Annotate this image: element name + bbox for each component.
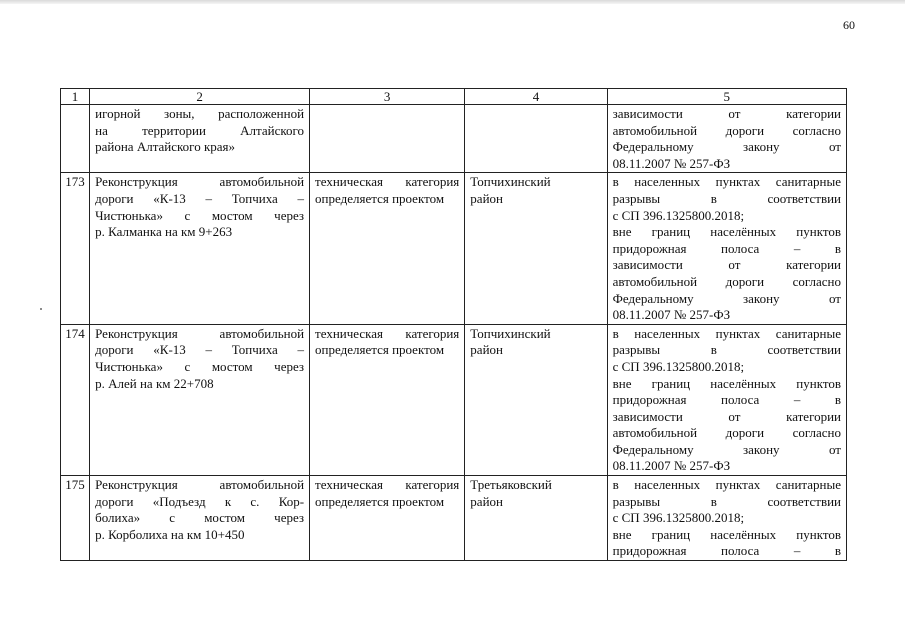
text-line: Реконструкция автомобильной [95, 174, 305, 190]
text-line: болиха» с мостом через [95, 510, 305, 526]
text-line: Федеральному закону от [612, 139, 841, 155]
table-row [61, 324, 847, 475]
text-line: Реконструкция автомобильной [95, 477, 305, 493]
text-line: в населенных пунктах санитарные [612, 325, 841, 341]
header-col-2: 2 [90, 89, 310, 105]
row-number: 174 [61, 324, 90, 475]
object-district [465, 173, 607, 324]
continuation-district [465, 105, 607, 173]
text-line: Третьяковский [470, 477, 552, 493]
text-line: разрывы в соответствии [612, 342, 841, 358]
row-number: 175 [61, 476, 90, 561]
text-line: придорожная полоса – в [612, 240, 841, 256]
text-line: Топчихинский [470, 325, 551, 341]
object-district [465, 324, 607, 475]
text-line: техническая категория [315, 477, 460, 493]
page-number: 60 [843, 18, 855, 32]
text-line: в населенных пунктах санитарные [612, 174, 841, 190]
text-line: вне границ населённых пунктов [612, 224, 841, 240]
text-line: Чистюнька» с мостом через [95, 207, 305, 223]
object-restrictions [607, 476, 846, 561]
text-line: разрывы в соответствии [612, 190, 841, 206]
object-category [310, 173, 465, 324]
text-line: дороги «К-13 – Топчиха – [95, 190, 305, 206]
text-line: с СП 396.1325800.2018; [612, 207, 745, 223]
text-line: 08.11.2007 № 257-ФЗ [612, 458, 731, 474]
text-line: с СП 396.1325800.2018; [612, 510, 745, 526]
object-restrictions [607, 173, 846, 324]
text-line: зависимости от категории [612, 257, 841, 273]
text-line: определяется проектом [315, 190, 445, 206]
text-line: придорожная полоса – в [612, 392, 841, 408]
text-line: Топчихинский [470, 174, 551, 190]
text-line: района Алтайского края» [95, 139, 236, 155]
text-line: игорной зоны, расположенной [95, 106, 305, 121]
text-line: определяется проектом [315, 493, 445, 509]
object-restrictions [607, 324, 846, 475]
text-line: определяется проектом [315, 342, 445, 358]
text-line: зависимости от категории [612, 106, 841, 121]
table-row [61, 173, 847, 324]
text-line: автомобильной дороги согласно [612, 425, 841, 441]
header-col-1: 1 [61, 89, 90, 105]
text-line: в населенных пунктах санитарные [612, 477, 841, 493]
object-table [60, 88, 847, 561]
text-line: район [470, 493, 503, 509]
header-col-3: 3 [310, 89, 465, 105]
text-line: р. Корболиха на км 10+450 [95, 526, 245, 542]
text-line: с СП 396.1325800.2018; [612, 358, 745, 374]
text-line: автомобильной дороги согласно [612, 122, 841, 138]
text-line: техническая категория [315, 325, 460, 341]
text-line: дороги «К-13 – Топчиха – [95, 342, 305, 358]
header-row [61, 89, 847, 105]
scan-edge [0, 0, 905, 4]
text-line: 08.11.2007 № 257-ФЗ [612, 155, 731, 171]
text-line: район [470, 342, 503, 358]
text-line: техническая категория [315, 174, 460, 190]
text-line: разрывы в соответствии [612, 493, 841, 509]
text-line: придорожная полоса – в [612, 543, 841, 559]
continuation-category [310, 105, 465, 173]
text-line: р. Алей на км 22+708 [95, 375, 214, 391]
header-col-4: 4 [465, 89, 607, 105]
continuation-name [90, 105, 310, 173]
object-category [310, 476, 465, 561]
row-number: 173 [61, 173, 90, 324]
continuation-restrictions [607, 105, 846, 173]
object-name [90, 173, 310, 324]
text-line: район [470, 190, 503, 206]
text-line: 08.11.2007 № 257-ФЗ [612, 307, 731, 323]
header-col-5: 5 [607, 89, 846, 105]
text-line: вне границ населённых пунктов [612, 375, 841, 391]
table-row [61, 476, 847, 561]
text-line: на территории Алтайского [95, 122, 305, 138]
object-district [465, 476, 607, 561]
continuation-row [61, 105, 847, 173]
text-line: Федеральному закону от [612, 441, 841, 457]
text-line: дороги «Подъезд к с. Кор- [95, 493, 305, 509]
text-line: автомобильной дороги согласно [612, 273, 841, 289]
text-line: Реконструкция автомобильной [95, 325, 305, 341]
continuation-num [61, 105, 90, 173]
object-name [90, 324, 310, 475]
text-line: вне границ населённых пунктов [612, 526, 841, 542]
object-category [310, 324, 465, 475]
text-line: зависимости от категории [612, 408, 841, 424]
scan-speck [40, 308, 42, 310]
text-line: р. Калманка на км 9+263 [95, 224, 233, 240]
text-line: Федеральному закону от [612, 290, 841, 306]
object-name [90, 476, 310, 561]
text-line: Чистюнька» с мостом через [95, 358, 305, 374]
